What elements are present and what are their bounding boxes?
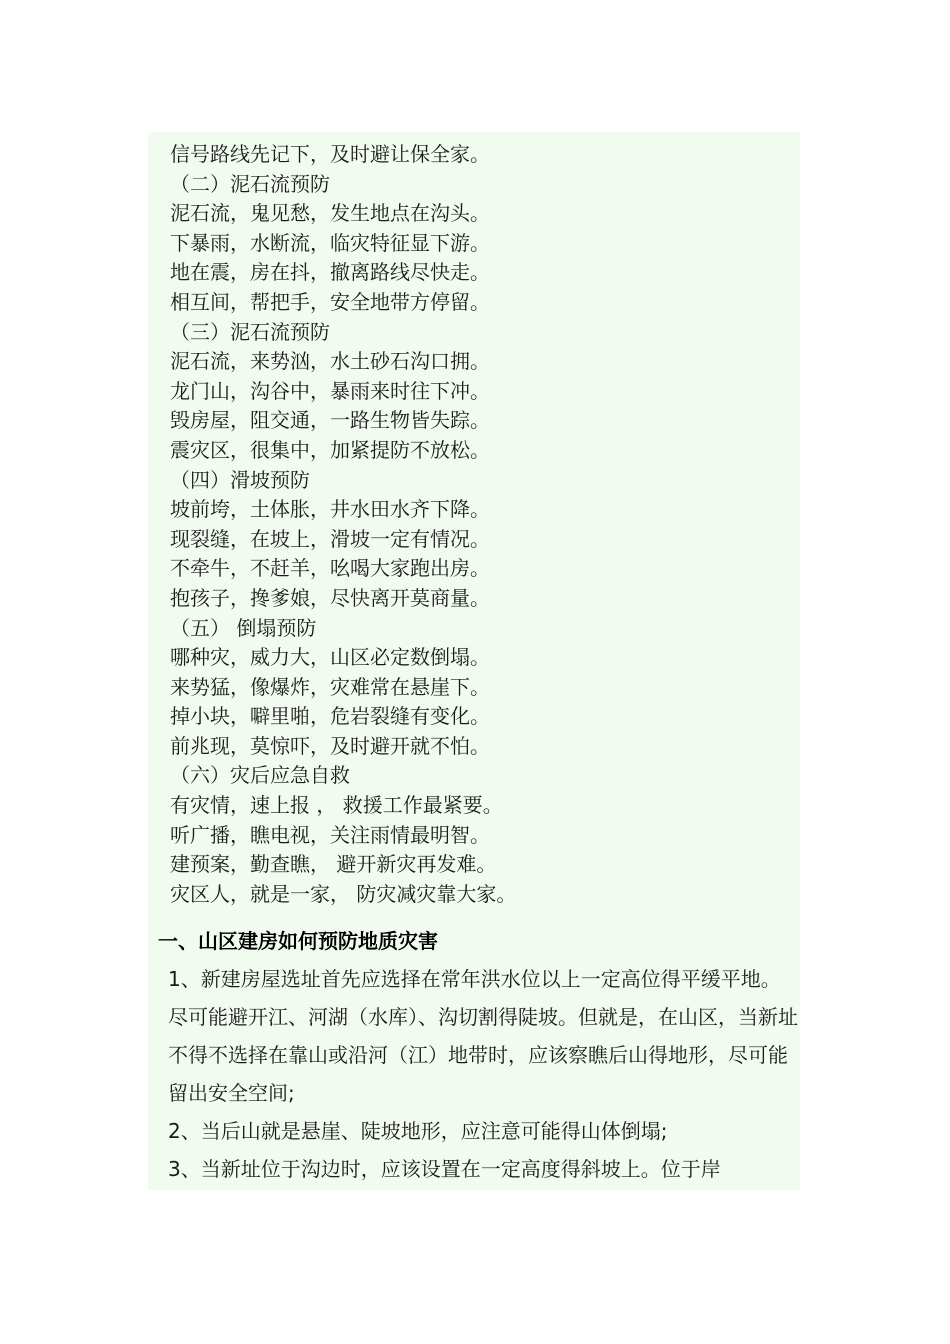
poem-line: 相互间，帮把手，安全地带方停留。	[170, 289, 490, 314]
poem-line: 灾区人，就是一家， 防灾减灾靠大家。	[170, 881, 517, 906]
poem-subheading: （五） 倒塌预防	[170, 615, 317, 640]
poem-line: 坡前垮，土体胀，井水田水齐下降。	[170, 497, 490, 522]
poem-line: 建预案，勤查瞧， 避开新灾再发难。	[170, 852, 497, 877]
poem-line: 现裂缝，在坡上，滑坡一定有情况。	[170, 526, 490, 551]
poem-line: 有灾情，速上报 ， 救援工作最紧要。	[170, 793, 503, 818]
content-block	[148, 132, 800, 1190]
poem-line: 震灾区，很集中，加紧提防不放松。	[170, 437, 490, 462]
poem-line: 来势猛，像爆炸，灾难常在悬崖下。	[170, 674, 490, 699]
poem-line: 听广播，瞧电视，关注雨情最明智。	[170, 822, 490, 847]
poem-line: 掉小块，噼里啪，危岩裂缝有变化。	[170, 704, 490, 729]
poem-subheading: （四）滑坡预防	[170, 467, 310, 492]
poem-line: 信号路线先记下，及时避让保全家。	[170, 142, 490, 166]
poem-line: 龙门山，沟谷中，暴雨来时往下冲。	[170, 378, 490, 403]
poem-line: 泥石流，来势汹，水土砂石沟口拥。	[170, 349, 490, 374]
poem-line: 地在震，房在抖，撤离路线尽快走。	[170, 260, 490, 285]
poem-line: 毁房屋，阻交通，一路生物皆失踪。	[170, 408, 490, 433]
poem-line: 不牵牛，不赶羊，吆喝大家跑出房。	[170, 556, 490, 581]
poem-subheading: （六）灾后应急自救	[170, 763, 350, 788]
poem-line: 泥石流，鬼见愁，发生地点在沟头。	[170, 201, 490, 226]
poem-line: 哪种灾，威力大，山区必定数倒塌。	[170, 645, 490, 670]
paragraph: 1、新建房屋选址首先应选择在常年洪水位以上一定高位得平缓平地。尽可能避开江、河湖（水库）、沟切割得陡坡。但就是，在山区，当新址不得不选择在靠山或沿河（江）地带时，应该察瞧后山得地形，尽可能留出安全空间;	[168, 967, 798, 1105]
poem-subheading: （二）泥石流预防	[170, 171, 330, 196]
paragraph: 2、当后山就是悬崖、陡坡地形，应注意可能得山体倒塌;	[168, 1119, 668, 1143]
poem-line: 前兆现，莫惊吓，及时避开就不怕。	[170, 733, 490, 758]
poem-subheading: （三）泥石流预防	[170, 319, 330, 344]
paragraph: 3、当新址位于沟边时，应该设置在一定高度得斜坡上。位于岸	[168, 1157, 721, 1181]
section-heading: 一、山区建房如何预防地质灾害	[158, 929, 438, 953]
poem-block	[170, 140, 516, 909]
section-body	[158, 960, 798, 1188]
poem-line: 下暴雨，水断流，临灾特征显下游。	[170, 230, 490, 255]
poem-line: 抱孩子，搀爹娘，尽快离开莫商量。	[170, 585, 490, 610]
